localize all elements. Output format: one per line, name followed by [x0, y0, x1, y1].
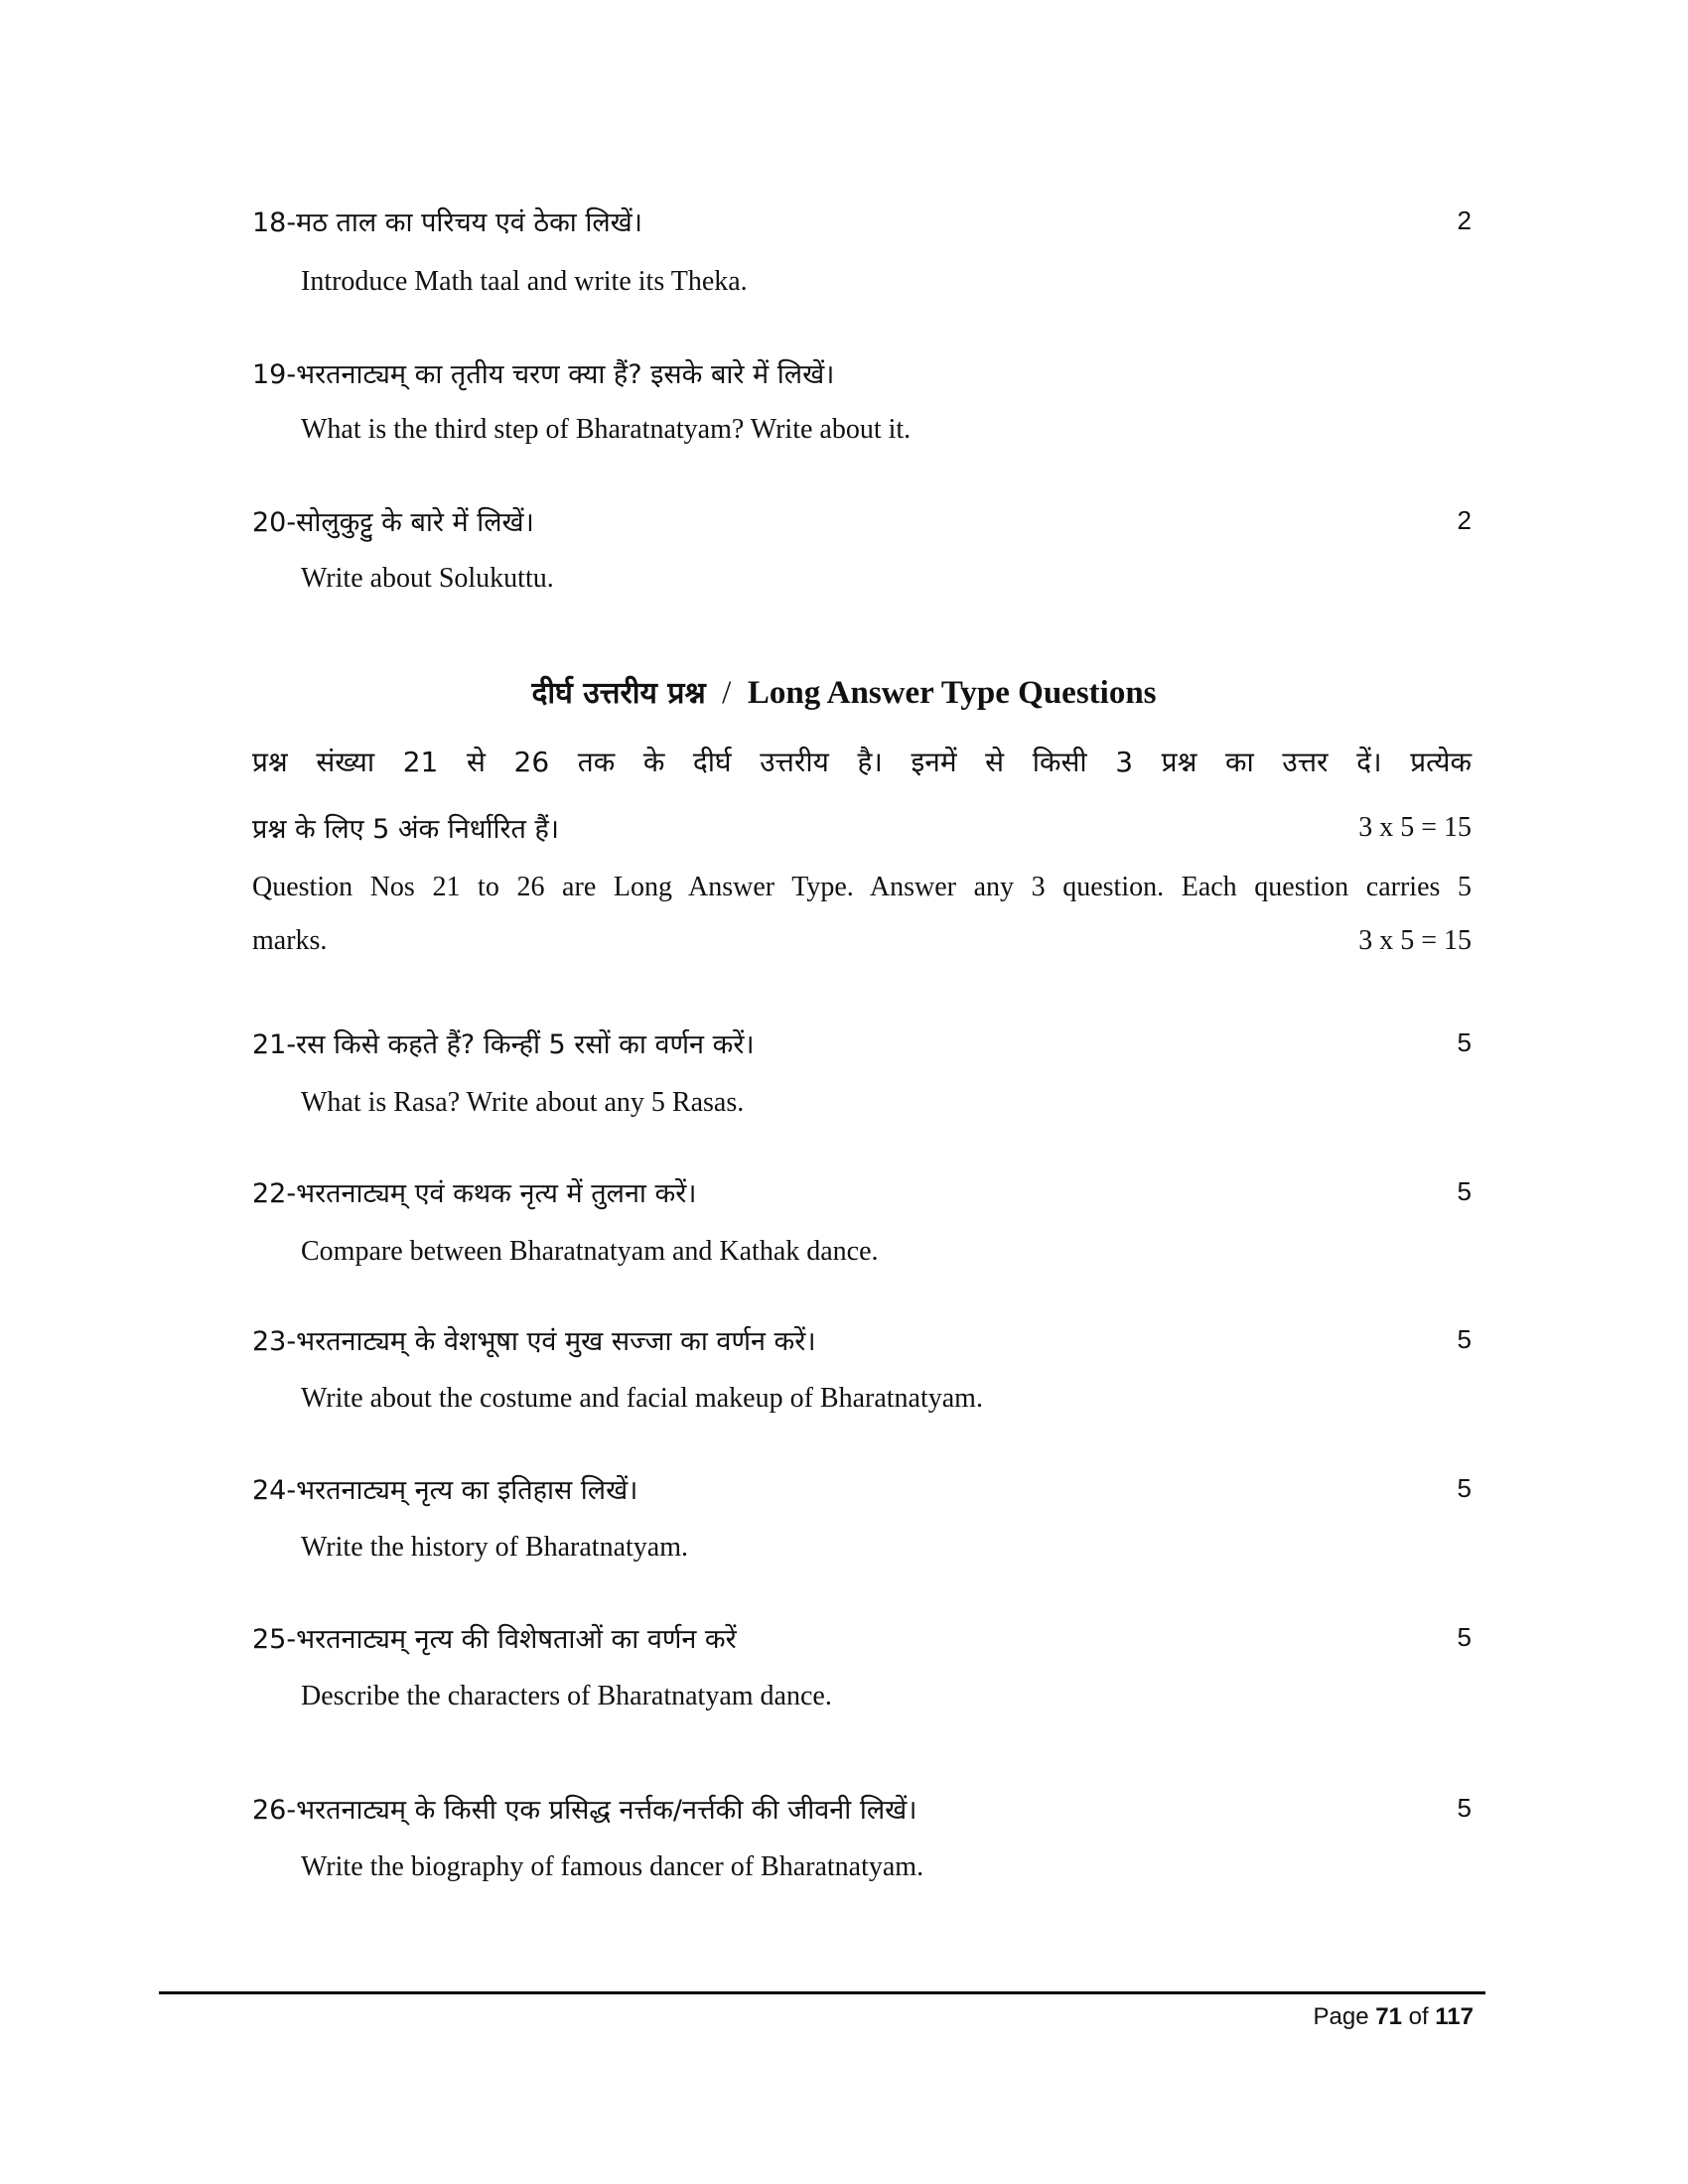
current-page: 71 [1375, 2003, 1402, 2030]
question-english: Write the history of Bharatnatyam. [301, 1532, 688, 1563]
question-text: 19-भरतनाट्यम् का तृतीय चरण क्या हैं? इसके बारे में लिखें। [252, 359, 835, 390]
marks: 2 [1457, 505, 1472, 535]
question-text: 22-भरतनाट्यम् एवं कथक नृत्य में तुलना करें। [252, 1178, 697, 1209]
question-text: 21-रस किसे कहते हैं? किन्हीं 5 रसों का वर्णन करें। [252, 1029, 755, 1060]
question-english: What is the third step of Bharatnatyam? Write about it. [301, 414, 912, 445]
marks: 5 [1457, 1027, 1472, 1057]
marks: 2 [1457, 205, 1472, 235]
question-hindi [252, 1173, 1472, 1210]
question-hindi [252, 1790, 1472, 1827]
question-english: Describe the characters of Bharatnatyam dance. [301, 1681, 832, 1711]
question-english: Write about Solukuttu. [301, 563, 554, 594]
section-heading [0, 671, 1688, 712]
question-english: Write the biography of famous dancer of Bharatnatyam. [301, 1851, 924, 1882]
instructions-english-line2 [252, 925, 1472, 957]
marks: 5 [1457, 1473, 1472, 1503]
instructions-english-line1: Question Nos 21 to 26 are Long Answer Type. Answer any 3 question. Each question carries 5 [252, 872, 1472, 902]
question-hindi [252, 502, 1472, 539]
question-hindi [252, 354, 1472, 391]
marks: 5 [1457, 1176, 1472, 1206]
question-hindi [252, 1024, 1472, 1061]
of-label: of [1408, 2003, 1429, 2030]
marks: 5 [1457, 1793, 1472, 1823]
question-text: 20-सोलुकुट्टु के बारे में लिखें। [252, 507, 534, 538]
question-hindi [252, 1470, 1472, 1507]
marks: 5 [1457, 1324, 1472, 1354]
question-english: What is Rasa? Write about any 5 Rasas. [301, 1087, 745, 1118]
question-hindi [252, 1619, 1472, 1656]
instruction-text: marks. [252, 925, 328, 956]
question-text: 18-मठ ताल का परिचय एवं ठेका लिखें। [252, 207, 642, 238]
page-number [1313, 2003, 1474, 2031]
question-english: Compare between Bharatnatyam and Kathak dance. [301, 1236, 879, 1267]
marks-total: 3 x 5 = 15 [1358, 925, 1472, 956]
question-hindi [252, 1321, 1472, 1358]
question-english: Introduce Math taal and write its Theka. [301, 266, 748, 297]
question-text: 24-भरतनाट्यम् नृत्य का इतिहास लिखें। [252, 1475, 638, 1506]
marks: 5 [1457, 1622, 1472, 1652]
instruction-text: प्रश्न के लिए 5 अंक निर्धारित हैं। [252, 814, 560, 845]
question-hindi [252, 203, 1472, 239]
footer-divider [159, 1991, 1485, 1994]
heading-hindi: दीर्घ उत्तरीय प्रश्न [531, 676, 706, 711]
question-text: 23-भरतनाट्यम् के वेशभूषा एवं मुख सज्जा का वर्णन करें। [252, 1326, 816, 1357]
heading-english: Long Answer Type Questions [747, 675, 1157, 711]
heading-separator: / [722, 675, 732, 711]
question-text: 26-भरतनाट्यम् के किसी एक प्रसिद्ध नर्त्तक/नर्त्तकी की जीवनी लिखें। [252, 1795, 917, 1826]
total-pages: 117 [1435, 2003, 1474, 2030]
marks-total: 3 x 5 = 15 [1358, 811, 1472, 843]
page-label: Page [1313, 2003, 1369, 2030]
instructions-hindi-line2 [252, 809, 1472, 846]
question-english: Write about the costume and facial makeup of Bharatnatyam. [301, 1383, 983, 1414]
question-text: 25-भरतनाट्यम् नृत्य की विशेषताओं का वर्णन करें [252, 1624, 737, 1655]
instructions-hindi-line1: प्रश्न संख्या 21 से 26 तक के दीर्घ उत्तरीय है। इनमें से किसी 3 प्रश्न का उत्तर दें। प्रत्येक [252, 746, 1472, 778]
